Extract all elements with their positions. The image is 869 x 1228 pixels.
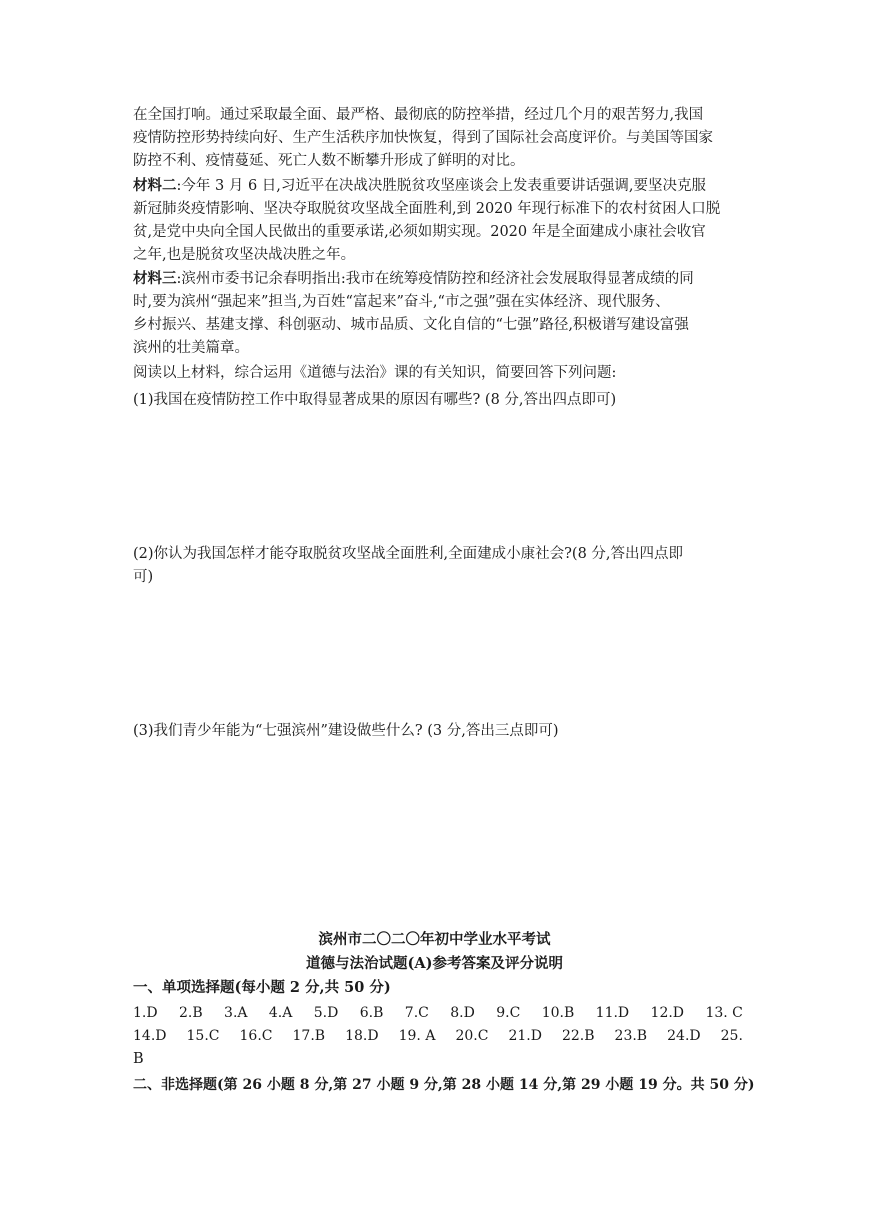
answer-title: 滨州市二〇二〇年初中学业水平考试	[318, 931, 551, 948]
section-two-heading: 二、非选择题(第 26 小题 8 分,第 27 小题 9 分,第 28 小题 14 分,第 29 小题 19 分。共 50 分)	[133, 1077, 755, 1093]
answer-subtitle: 道德与法治试题(A)参考答案及评分说明	[306, 955, 563, 972]
question-1: (1)我国在疫情防控工作中取得显著成果的原因有哪些? (8 分,答出四点即可)	[133, 392, 617, 408]
answer-item: 17.B	[292, 1028, 326, 1044]
answer-item: 2.B	[178, 1005, 203, 1021]
answer-item: 16.C	[239, 1028, 273, 1044]
material-two-line: 贫,是党中央向全国人民做出的重要承诺,必须如期实现。2020 年是全面建成小康社会收官	[133, 224, 706, 240]
answers-row-1	[133, 1002, 743, 1024]
answer-item: 15.C	[186, 1028, 220, 1044]
answer-item: 11.D	[595, 1005, 630, 1021]
material-three-line	[133, 268, 743, 290]
answer-item: 1.D	[133, 1005, 158, 1021]
answer-item: 24.D	[667, 1028, 701, 1044]
question-2: (2)你认为我国怎样才能夺取脱贫攻坚战全面胜利,全面建成小康社会?(8 分,答出四点即	[133, 546, 684, 562]
material-two-label: 材料二	[133, 177, 177, 194]
answer-item: 23.B	[614, 1028, 648, 1044]
material-two-text: :今年 3 月 6 日,习近平在决战决胜脱贫攻坚座谈会上发表重要讲话强调,要坚决克服	[176, 178, 706, 194]
answer-item: 14.D	[133, 1028, 167, 1044]
answer-item: 20.C	[455, 1028, 489, 1044]
answer-item: 9.C	[496, 1005, 521, 1021]
material-three-line: 时,要为滨州“强起来”担当,为百姓“富起来”奋斗,“市之强”强在实体经济、现代服务、	[133, 294, 670, 310]
answer-item: 13. C	[705, 1005, 743, 1021]
material-three-line: 滨州的壮美篇章。	[133, 340, 249, 356]
material-two-line: 之年,也是脱贫攻坚决战决胜之年。	[133, 247, 356, 263]
answer-item: 18.D	[345, 1028, 379, 1044]
answer-item: 22.B	[561, 1028, 595, 1044]
answer-item: 21.D	[508, 1028, 542, 1044]
answer-item: 12.D	[650, 1005, 685, 1021]
material-three-line: 乡村振兴、基建支撑、科创驱动、城市品质、文化自信的“七强”路径,积极谱写建设富强	[133, 317, 689, 333]
material-one-line: 防控不利、疫情蔓延、死亡人数不断攀升形成了鲜明的对比。	[133, 153, 525, 169]
material-three-text: :滨州市委书记余春明指出:我市在统筹疫情防控和经济社会发展取得显著成绩的同	[176, 271, 694, 287]
answer-item: 8.D	[450, 1005, 475, 1021]
question-3: (3)我们青少年能为“七强滨州”建设做些什么? (3 分,答出三点即可)	[133, 723, 559, 739]
material-three-label: 材料三	[133, 270, 177, 287]
answer-item: 10.B	[541, 1005, 575, 1021]
material-two-line: 新冠肺炎疫情影响、坚决夺取脱贫攻坚战全面胜利,到 2020 年现行标准下的农村贫困人口脱	[133, 201, 721, 217]
section-one-heading: 一、单项选择题(每小题 2 分,共 50 分)	[133, 979, 391, 996]
answer-item: 19. A	[398, 1028, 436, 1044]
answer-item: 6.B	[359, 1005, 384, 1021]
answer-item: 7.C	[404, 1005, 429, 1021]
material-one-line: 疫情防控形势持续向好、生产生活秩序加快恢复，得到了国际社会高度评价。与美国等国家	[133, 130, 713, 146]
answer-item: 25.	[720, 1028, 743, 1044]
instruction-text: 阅读以上材料，综合运用《道德与法治》课的有关知识，简要回答下列问题:	[133, 365, 617, 381]
question-2-continued: 可)	[133, 569, 154, 585]
answers-row-3: B	[133, 1051, 144, 1067]
answer-item: 3.A	[224, 1005, 248, 1021]
material-two-line	[133, 175, 743, 197]
answers-row-2	[133, 1025, 743, 1047]
answer-item: 4.A	[268, 1005, 293, 1021]
material-one-line: 在全国打响。通过采取最全面、最严格、最彻底的防控举措，经过几个月的艰苦努力,我国	[133, 107, 704, 123]
answer-item: 5.D	[313, 1005, 339, 1021]
